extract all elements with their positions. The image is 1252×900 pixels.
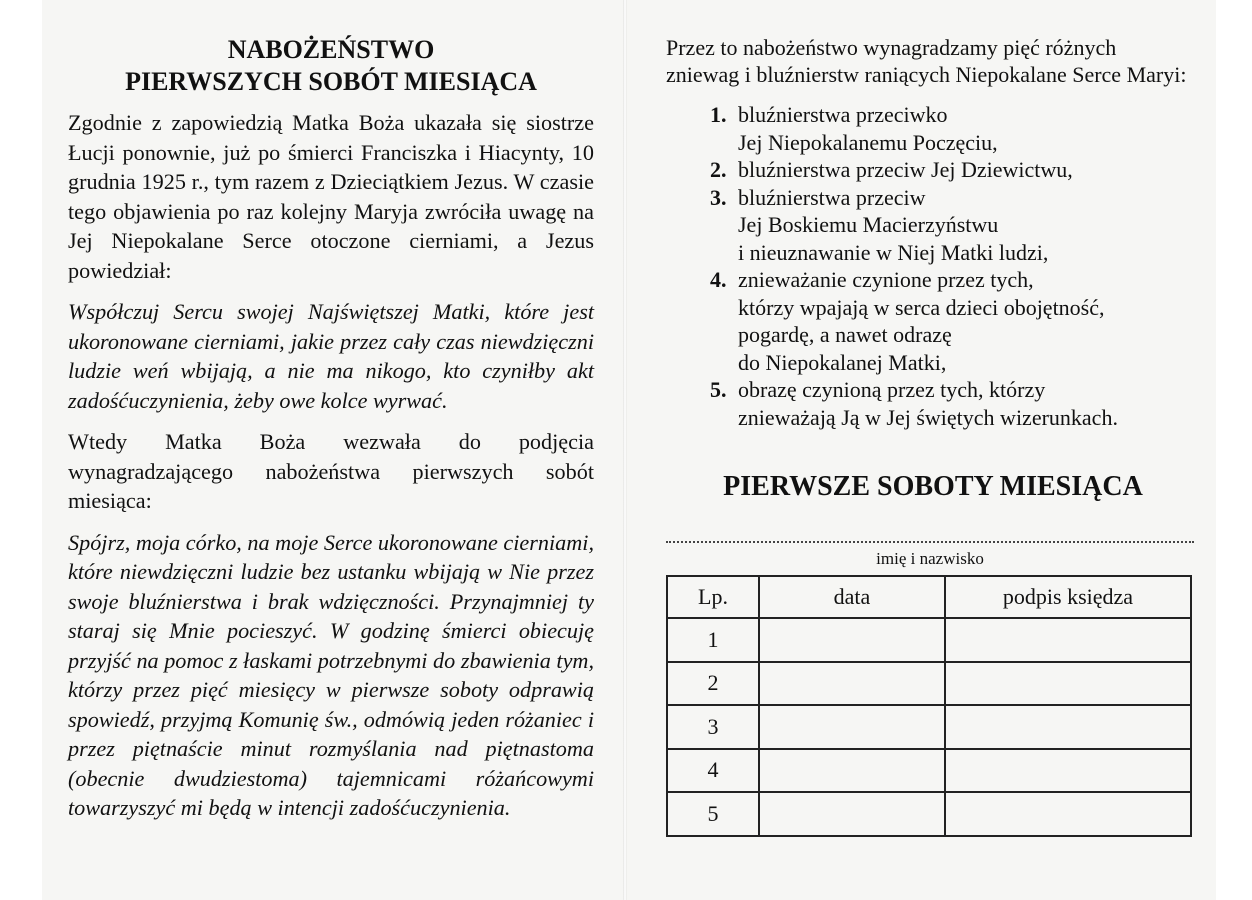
item-line: znieważają Ją w Jej świętych wizerunkach. <box>738 404 1118 430</box>
item-line: którzy wpajają w serca dzieci obojętność, <box>738 294 1105 320</box>
table-row <box>667 618 1191 662</box>
signature-cell[interactable] <box>945 792 1191 836</box>
item-line: bluźnierstwa przeciwko <box>738 102 948 127</box>
list-item <box>710 156 1194 184</box>
signature-cell[interactable] <box>945 705 1191 749</box>
item-line: obrazę czynioną przez tych, którzy <box>738 377 1046 402</box>
row-number: 1 <box>667 618 759 662</box>
jesus-quote: Współczuj Sercu swojej Najświętszej Matki, które jest ukoronowane cierniami, jakie przez cały czas niewdzięczni ludzie weń wbijają, a nie ma nikogo, kto czyniłby akt zadośćuczynienia, żeby owe kolce wyrwać. <box>68 299 594 413</box>
column-header-priest-signature: podpis księdza <box>945 576 1191 618</box>
intro-paragraph: Zgodnie z zapowiedzią Matka Boża ukazała się siostrze Łucji ponownie, już po śmierci Franciszka i Hiacynty, 10 grudnia 1925 r., tym razem z Dzieciątkiem Jezus. W czasie tego objawienia po raz kolejny Maryja zwróciła uwagę na Jej Niepokalane Serce otoczone cierniami, a Jezus powiedział: <box>68 110 594 283</box>
left-content <box>68 34 594 835</box>
signature-cell[interactable] <box>945 662 1191 706</box>
table-row <box>667 792 1191 836</box>
row-number: 3 <box>667 705 759 749</box>
item-line: do Niepokalanej Matki, <box>738 349 947 375</box>
mary-quote: Spójrz, moja córko, na moje Serce ukoronowane cierniami, które niewdzięczni ludzie bez ustanku wbijają w Nie przez swoje bluźnierstwa i brak wdzięczności. Przynajmniej ty staraj się Mnie pocieszyć. W godzinę śmierci obiecuję przyjść na pomoc z łaskami potrzebnymi do zbawienia tym, którzy przez pięć miesięcy w pierwsze soboty odprawią spowiedź, przyjmą Komunię św., odmówią jeden różaniec i przez piętnaście minut rozmyślania nad piętnastoma (obecnie dwudziestoma) tajemnicami różańcowymi towarzyszyć mi będą w intencji zadośćuczynienia. <box>68 529 594 820</box>
table-row <box>667 705 1191 749</box>
name-signature-line[interactable] <box>666 541 1194 543</box>
column-header-date: data <box>759 576 945 618</box>
item-number: 4. <box>710 267 727 292</box>
right-content <box>666 34 1194 837</box>
offenses-list <box>666 101 1194 431</box>
column-header-lp: Lp. <box>667 576 759 618</box>
table-row <box>667 749 1191 793</box>
name-label: imię i nazwisko <box>876 549 984 568</box>
item-line: Jej Niepokalanemu Poczęciu, <box>738 129 998 155</box>
signature-cell[interactable] <box>945 618 1191 662</box>
section-title: PIERWSZE SOBOTY MIESIĄCA <box>723 471 1143 502</box>
signature-cell[interactable] <box>945 749 1191 793</box>
row-number: 4 <box>667 749 759 793</box>
item-line: i nieuznawanie w Niej Matki ludzi, <box>738 239 1049 265</box>
item-line: Jej Boskiemu Macierzyństwu <box>738 212 999 237</box>
row-number: 2 <box>667 662 759 706</box>
list-item <box>710 101 1194 156</box>
title-line-1: NABOŻEŃSTWO <box>227 35 435 64</box>
title-line-2: PIERWSZYCH SOBÓT MIESIĄCA <box>125 67 537 96</box>
item-line: pogardę, a nawet odrazę <box>738 322 952 347</box>
table-row <box>667 662 1191 706</box>
item-number: 3. <box>710 184 727 210</box>
table-header-row <box>667 576 1191 618</box>
item-number: 1. <box>710 102 727 127</box>
item-line: bluźnierstwa przeciw Jej Dziewictwu, <box>738 157 1073 182</box>
date-cell[interactable] <box>759 662 945 706</box>
row-number: 5 <box>667 792 759 836</box>
item-line: bluźnierstwa przeciw <box>738 184 926 210</box>
item-number: 5. <box>710 377 727 402</box>
offenses-intro: Przez to nabożeństwo wynagradzamy pięć różnych zniewag i bluźnierstw raniących Niepokalane Serce Maryi: <box>666 35 1187 87</box>
date-cell[interactable] <box>759 618 945 662</box>
date-cell[interactable] <box>759 749 945 793</box>
item-number: 2. <box>710 157 727 182</box>
saturday-record-table <box>666 575 1192 837</box>
list-item <box>710 376 1194 431</box>
call-paragraph: Wtedy Matka Boża wezwała do podjęcia wynagradzającego nabożeństwa pierwszych sobót miesiąca: <box>68 429 594 513</box>
page-title <box>68 34 594 98</box>
date-cell[interactable] <box>759 792 945 836</box>
date-cell[interactable] <box>759 705 945 749</box>
list-item <box>710 184 1194 267</box>
list-item <box>710 266 1194 376</box>
item-line: znieważanie czynione przez tych, <box>738 267 1034 292</box>
page-fold <box>623 0 627 900</box>
